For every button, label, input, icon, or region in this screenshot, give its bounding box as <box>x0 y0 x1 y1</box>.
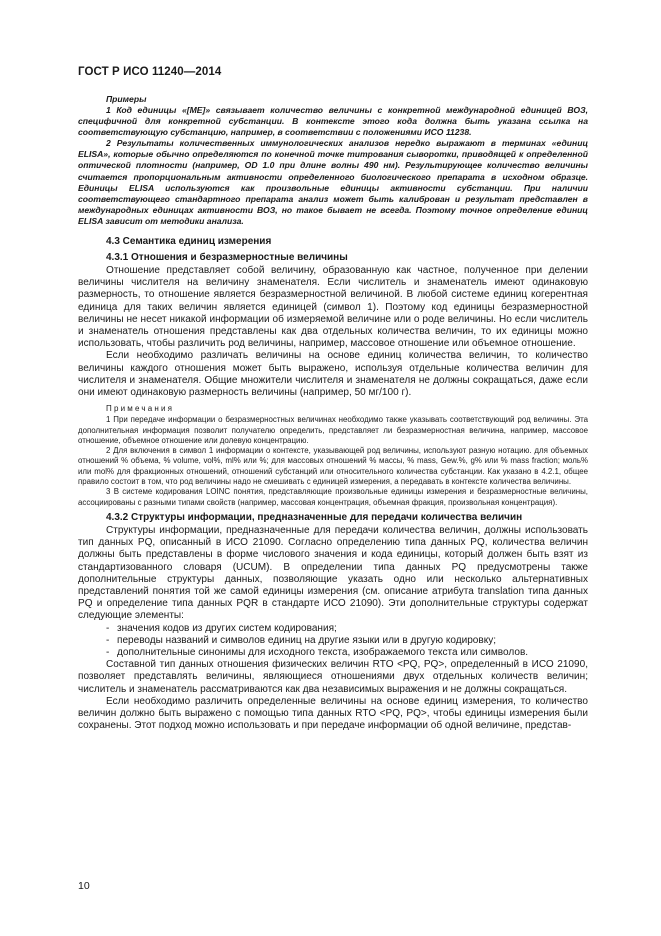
note-3: 3 В системе кодирования LOINC понятия, представляющие произвольные единицы измерения и безразмерностные величины, ассоциированы с разными типами свойств (например, массовая концентрация, объемная фракция, произвольная концентрация). <box>78 487 588 507</box>
paragraph: Составной тип данных отношения физических величин RTO <PQ, PQ>, определенный в ИСО 21090, позволяет представлять величины, являющиеся отношениями двух отдельных количеств величин; числитель и знаменатель рассматриваются как два независимых выражения и не должны сокращаться. <box>78 659 588 695</box>
list-item-text: переводы названий и символов единиц на другие языки или в другую кодировку; <box>117 634 497 646</box>
page-number: 10 <box>78 880 90 892</box>
paragraph: Отношение представляет собой величину, образованную как частное, полученное при делении величины числителя на величину знаменателя. Если числитель и знаменатель имеют одинаковую размерность, то отношение является безразмерностной величиной. В любой системе единиц когерентная единица для таких величин является единицей (символ 1). Поэтому код единицы безразмерностной величины не несет никакой информации об измеряемой величине или о роде величины. Но если числитель и знаменатель отношения представлены как два отдельных количества величин, то их единицы можно использовать, чтобы различить род величины, например, массовое отношение или объемное отношение. <box>78 265 588 350</box>
list-item-text: дополнительные синонимы для исходного текста, изображаемого текста или символов. <box>117 646 529 658</box>
note-2: 2 Для включения в символ 1 информации о контексте, указывающей род величины, используют разную нотацию. для объемных отношений % объема, % volume, vol%, ml% или %; для массовых отношений % массы, % mass, Gew.%, g% или % mass fraction; моль% или mol% для фракционных отношений, отношений субстанций или относительного количества субстанции. Как указано в 4.2.1, общее правило состоит в том, что род величины надо не смешивать с единицей измерения, а передавать в контексте количества величины. <box>78 446 588 487</box>
list-item: - переводы названий и символов единиц на другие языки или в другую кодировку; <box>106 634 497 646</box>
notes-title: Примечания <box>106 404 175 414</box>
example-1: 1 Код единицы «[ME]» связывает количество величины с конкретной международной единицей ВОЗ, специфичной для конкретной субстанции. В контексте этого кода должна быть указана ссылка на соответствующую субстанцию, например, в соответствии с положениями ИСО 11238. <box>78 105 588 138</box>
example-2: 2 Результаты количественных иммунологических анализов нередко выражают в терминах «единиц ELISA», которые обычно определяются по конечной точке титрования сыворотки, приводящей к определенной оптической плотности (например, OD 1.0 при длине волны 490 нм). Результирующее количество величины считается пропорциональным активности определенного биологического препарата в исходном образце. Единицы ELISA используются как произвольные единицы активности субстанции. При наличии соответствующего стандартного препарата анализ может быть калиброван и результат представлен в международных единицах активности ВОЗ, но такое бывает не всегда. Поэтому точное определение единиц ELISA зависит от методики анализа. <box>78 138 588 226</box>
list-item: - значения кодов из других систем кодирования; <box>106 622 337 634</box>
paragraph: Если необходимо различать величины на основе единиц количества величин, то количество величины каждого отношения может быть выражено, используя отдельные количества величин для числителя и знаменателя. Общие множители числителя и знаменателя не должны сокращаться, даже если они имеют одинаковую размерность величины (например, 50 мг/100 г). <box>78 350 588 399</box>
paragraph: Если необходимо различить определенные величины на основе единиц измерения, то количество величин должно быть выражено с помощью типа данных RTO <PQ, PQ>, чтобы единицы измерения были сохранены. Этот подход можно использовать и при передаче информации об одной величине, представ- <box>78 695 588 732</box>
examples-title: Примеры <box>106 94 147 104</box>
paragraph: Структуры информации, предназначенные для передачи количества величин, должны использовать тип данных PQ, описанный в ИСО 21090. Согласно определению типа данных PQ, количества величин должны быть представлены в форме числового значения и кода единицы, который должен быть взят из стандартизованного словаря (UCUM). В определении типа данных PQ предусмотрены также дополнительные структуры данных, позволяющие указать одно или несколько альтернативных представлений понятия той же самой единицы измерения (см. описание атрибута translation типа данных PQ и определение типа данных PQR в стандарте ИСО 21090). Эти дополнительные структуры содержат следующие элементы: <box>78 524 588 622</box>
section-heading-4-3-1: 4.3.1 Отношения и безразмерностные величины <box>106 252 348 264</box>
section-heading-4-3-2: 4.3.2 Структуры информации, предназначенные для передачи количества величин <box>106 511 523 523</box>
document-header: ГОСТ Р ИСО 11240—2014 <box>78 66 222 78</box>
section-heading-4-3: 4.3 Семантика единиц измерения <box>106 236 272 248</box>
list-item: - дополнительные синонимы для исходного текста, изображаемого текста или символов. <box>106 646 529 658</box>
list-item-text: значения кодов из других систем кодирования; <box>117 622 337 634</box>
note-1: 1 При передаче информации о безразмерностных величинах необходимо также указывать соответствующий род величины. Эта дополнительная информация позволит получателю определить, представляет ли безразмерностная величина, например, массовое отношение, объемное отношение или долевую концентрацию. <box>78 415 588 445</box>
page-content <box>78 94 588 732</box>
